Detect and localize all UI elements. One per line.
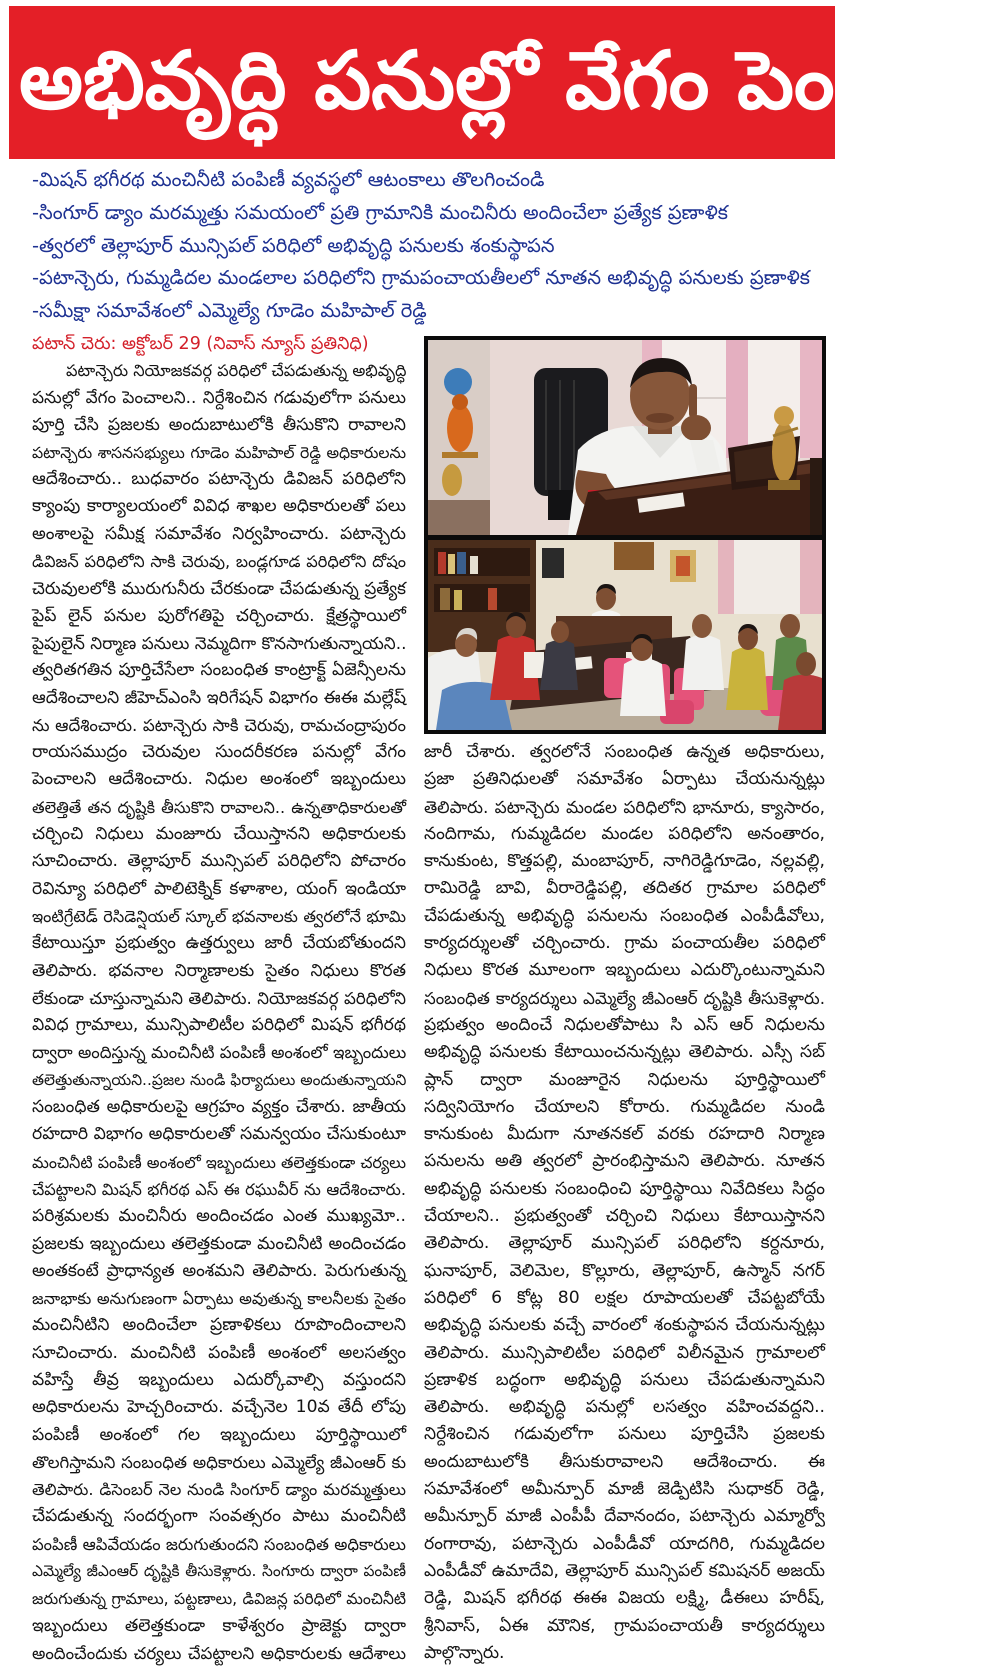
article-line: కార్యదర్శులతో చర్చించారు. గ్రామ పంచాయతీల పరిధిలో [424, 933, 825, 954]
article-line: చేపడుతున్న అభివృద్ధి పనులను సంబంధిత ఎంపీడీవోలు, [424, 905, 825, 926]
article-line: తెలిపారు. తెల్లాపూర్ మున్సిపల్ పరిధిలోని కర్దనూరు, [424, 1233, 825, 1254]
article-line: పంపిణీ అంశంలో గల ఇబ్బందులు పూర్తిస్థాయిలో [32, 1424, 406, 1445]
article-line: ఎంపీడీవో ఉమాదేవి, తెల్లాపూర్ మున్సిపల్ కమిషనర్ అజయ్ [424, 1560, 825, 1581]
article-line: సూచించారు. తెల్లాపూర్ మున్సిపల్ పరిధిలోని పోచారం [32, 851, 406, 872]
article-line: రంగారావు, పటాన్చెరు ఎంపీడీవో యాదగిరి, గుమ్మడిదల [424, 1533, 825, 1554]
article-line: కానుకుంట మీదుగా నూతనకల్ వరకు రహదారి నిర్మాణ [424, 1124, 825, 1145]
dateline: పటాన్ చెరు: అక్టోబర్ 29 (నివాస్ న్యూస్ ప్రతినిధి) [32, 334, 369, 354]
article-line: అభివృద్ధి పనులకు కేటాయించనున్నట్లు తెలిపారు. ఎస్సీ సబ్ [424, 1042, 825, 1063]
article-line: ఇబ్బందులు తలెత్తకుండా కాళేశ్వరం ప్రాజెక్టు ద్వారా [32, 1615, 406, 1636]
article-line: జారీ చేశారు. త్వరలోనే సంబంధిత ఉన్నత అధికారులు, [424, 742, 825, 762]
article-line: ప్రణాళిక బద్ధంగా అభివృద్ధి పనులు చేపడుతున్నామని [424, 1369, 825, 1390]
article-line: చెరువులలోకి మురుగునీరు చేరకుండా చేపడుతున్న ప్రత్యేక [32, 578, 406, 599]
article-line: చేయాలని.. ప్రభుత్వంతో చర్చించి నిధులు కేటాయిస్తానని [424, 1206, 825, 1227]
article-line: ద్వారా అందిస్తున్న మంచినీటి పంపిణీ అంశంలో ఇబ్బందులు [32, 1042, 407, 1063]
photo-review-meeting [428, 540, 822, 730]
article-line: జనాభాకు అనుగుణంగా ఏర్పాటు అవుతున్న కాలనీలకు సైతం [32, 1289, 406, 1309]
article-line: ను ఆదేశించారు. పటాన్చెరు సాకి చెరువు, రామచంద్రాపురం [32, 714, 406, 735]
window-curtains [718, 540, 822, 614]
highlight-item: -పటాన్చెరు, గుమ్మడిదల మండలాల పరిధిలోని గ్రామపంచాయతీలలో నూతన అభివృద్ధి పనులకు ప్రణాళిక [32, 266, 810, 290]
highlight-item: -త్వరలో తెల్లాపూర్ మున్సిపల్ పరిధిలో అభివృద్ధి పనులకు శంకుస్థాపన [32, 233, 555, 257]
article-line: చర్చించి నిధులు మంజూరు చేయిస్తానని అధికారులకు [32, 824, 406, 845]
photo-mla-at-desk [428, 340, 822, 535]
article-line: రెడ్డి, మిషన్ భగీరథ ఈఈ విజయ లక్ష్మి, డీఈలు హరీష్, [424, 1588, 825, 1609]
article-line: పటాన్చెరు శాసనసభ్యులు గూడెం మహిపాల్ రెడ్డి అధికారులను [32, 442, 406, 462]
article-line: డివిజన్ పరిధిలోని సాకి చెరువు, బండ్లగూడ పరిధిలోని దోషం [32, 552, 406, 572]
article-line: త్వరితగతిన పూర్తిచేసేలా సంబంధిత కాంట్రాక్ట్ ఏజెన్సీలను [32, 660, 406, 681]
article-line: మంచినీటిని అందించేలా ప్రణాళికలు రూపొందించాలని [32, 1315, 406, 1336]
article-line: నిధులు కొరత మూలంగా ఇబ్బందులు ఎదుర్కొంటున్నామని [424, 960, 825, 981]
article-line: మంచినీటి పంపిణీ అంశంలో ఇబ్బందులు తలెత్తకుండా చర్యలు [32, 1152, 406, 1172]
article-line: కేటాయిస్తూ ప్రభుత్వం ఉత్తర్వులు జారీ చేయబోతుందని [32, 933, 406, 954]
article-line: పనులను అతి త్వరలో ప్రారంభిస్తామని తెలిపారు. నూతన [424, 1151, 825, 1172]
photo-mla-at-desk-image [428, 340, 822, 535]
article-line: ఘనాపూర్, వెలిమెల, కొల్లూరు, తెల్లాపూర్, ఉస్మాన్ నగర్ [424, 1260, 825, 1281]
article-line: పనుల్లో వేగం పెంచాలని.. నిర్దేశించిన గడువులోగా పనులు [32, 387, 406, 408]
article-line: అంశాలపై సమీక్ష సమావేశం నిర్వహించారు. పటాన్చెరు [32, 523, 406, 544]
article-line: నిర్దేశించిన గడువులోగా పనులు పూర్తిచేసి ప్రజలకు [424, 1424, 825, 1445]
article-line: రాయసముద్రం చెరువుల సుందరీకరణ పనుల్లో వేగం [32, 742, 406, 763]
article-line: శ్రీనివాస్, ఏఈ మౌనిక, గ్రామపంచాయతీ కార్యదర్శులు [424, 1615, 825, 1636]
article-line: పంపిణీ ఆపివేయడం జరుగుతుందని సంబంధిత అధికారులు [32, 1534, 406, 1554]
shrine-decor [428, 340, 490, 535]
article-line: క్యాంపు కార్యాలయంలో వివిధ శాఖల అధికారులతో పలు [32, 496, 406, 517]
article-line: అభివృద్ధి పనులకు వచ్చే వారంలో శంకుస్థాపన చేయనున్నట్లు [424, 1315, 825, 1336]
photo-review-meeting-image [428, 540, 822, 730]
article-line: సంబంధిత కార్యదర్శులు ఎమ్మెల్యే జీఎంఆర్ దృష్టికి తీసుకెళ్లారు. [424, 987, 825, 1008]
article-line: పటాన్చెరు నియోజకవర్గ పరిధిలో చేపడుతున్న అభివృద్ధి [66, 361, 407, 380]
article-line: అభివృద్ధి పనులకు సంబంధించి పూర్తిస్థాయి నివేదికలు సిద్ధం [424, 1178, 825, 1199]
article-line: అమీన్పూర్ మాజీ ఎంపీపీ దేవానందం, పటాన్చెరు ఎమ్మార్వో [424, 1506, 825, 1527]
highlight-item: -సింగూర్ డ్యాం మరమ్మత్తు సమయంలో ప్రతి గ్రామానికి మంచినీరు అందించేలా ప్రత్యేక ప్రణాళిక [32, 200, 728, 224]
article-line: రహదారి విభాగం అధికారులతో సమన్వయం చేసుకుంటూ [32, 1124, 406, 1145]
article-line: చేపడుతున్న సందర్భంగా సంవత్సరం పాటు మంచినీటి [32, 1506, 406, 1527]
article-line: జరుగుతున్న గ్రామాలు, పట్టణాలు, డివిజన్ల పరిధిలో మంచినీటి [32, 1589, 406, 1609]
article-line: సమావేశంలో అమీన్పూర్ మాజీ జెడ్పిటిసి సుధాకర్ రెడ్డి, [424, 1479, 825, 1500]
article-line: వివిధ గ్రామాలు, మున్సిపాలిటీల పరిధిలో మిషన్ భగీరథ [32, 1015, 406, 1036]
article-line: తెలిపారు. డిసెంబర్ నెల నుండి సింగూర్ డ్యాం మరమ్మత్తులు [32, 1480, 406, 1500]
article-line: పరిధిలో 6 కోట్ల 80 లక్షల రూపాయలతో చేపట్టబోయే [424, 1287, 825, 1308]
article-line: వహిస్తే తీవ్ర ఇబ్బందులు ఎదుర్కోవాల్సి వస్తుందని [32, 1369, 406, 1390]
article-line: సూచించారు. మంచినీటి పంపిణీ అంశంలో అలసత్వం [32, 1342, 406, 1363]
highlight-item: -మిషన్ భగీరథ మంచినీటి పంపిణీ వ్యవస్థలో ఆటంకాలు తొలగించండి [32, 168, 545, 191]
highlights-list [32, 164, 832, 330]
article-line: అందుబాటులోకి తీసుకురావాలని ఆదేశించారు. ఈ [424, 1451, 825, 1472]
headline-banner [9, 6, 995, 159]
article-line: ఇంటిగ్రేటెడ్ రెసిడెన్షియల్ స్కూల్ భవనాలకు త్వరలోనే భూమి [32, 906, 406, 926]
article-line: నందిగామ, గుమ్మడిదల మండల పరిధిలోని అనంతారం, [424, 823, 825, 844]
article-line: తలెత్తుతున్నాయని..ప్రజల నుండి ఫిర్యాదులు అందుతున్నాయని [32, 1070, 407, 1089]
article-line: పాల్గొన్నారు. [424, 1642, 505, 1663]
article-line: పరిశ్రమలకు మంచినీరు అందించడం ఎంత ముఖ్యమో.. [32, 1206, 406, 1227]
article-line: ప్లాన్ ద్వారా మంజూరైన నిధులను పూర్తిస్థాయిలో [424, 1069, 825, 1090]
article-line: అందించేందుకు చర్యలు చేపట్టాలని అధికారులకు ఆదేశాలు [32, 1642, 406, 1663]
article-line: రెవిన్యూ పరిధిలో పాలిటెక్నిక్ కళాశాల, యంగ్ ఇండియా [32, 878, 406, 899]
article-line: రామిరెడ్డి బావి, వీరారెడ్డిపల్లి, తదితర గ్రామాల పరిధిలో [424, 878, 825, 899]
article-line: ఎమ్మెల్యే జీఎంఆర్ దృష్టికి తీసుకెళ్లారు. సింగూరు ద్వారా పంపిణీ [32, 1562, 406, 1581]
article-left-column [32, 357, 406, 1669]
article-line: పూర్తి చేసి ప్రజలకు అందుబాటులోకి తీసుకొని రావాలని [32, 414, 406, 435]
article-line: తెలిపారు. మున్సిపాలిటీల పరిధిలో విలీనమైన గ్రామాలలో [424, 1342, 825, 1363]
article-line: తెలిపారు. అభివృద్ధి పనుల్లో లసత్వం వహించవద్దని.. [424, 1397, 825, 1418]
article-line: ఆదేశించాలని జీహెచ్ఎంసి ఇరిగేషన్ విభాగం ఈఈ మల్లేష్ [32, 687, 406, 708]
article-line: కానుకుంట, కొత్తపల్లి, మంబాపూర్, నాగిరెడ్డిగూడెం, నల్లవల్లి, [424, 851, 825, 872]
article-line: ప్రజా ప్రతినిధులతో సమావేశం ఏర్పాటు చేయనున్నట్లు [424, 769, 825, 790]
article-line: పెంచాలని ఆదేశించారు. నిధుల అంశంలో ఇబ్బందులు [32, 769, 406, 790]
article-right-column [424, 739, 825, 1669]
article-line: చేపట్టాలని మిషన్ భగీరథ ఎస్ ఈ రఘువీర్ ను ఆదేశించారు. [32, 1179, 406, 1199]
highlight-item: -సమీక్షా సమావేశంలో ఎమ్మెల్యే గూడెం మహిపాల్ రెడ్డి [32, 299, 427, 323]
article-line: పైప్ లైన్ పనుల పురోగతిపై చర్చించారు. క్షేత్రస్థాయిలో [32, 605, 406, 626]
article-line: తెలిపారు. పటాన్చెరు మండల పరిధిలోని భానూరు, క్యాసారం, [424, 796, 825, 817]
photo-frame [424, 336, 826, 734]
article-line: సంబంధిత అధికారులపై ఆగ్రహం వ్యక్తం చేశారు. జాతీయ [32, 1097, 406, 1118]
headline: అభివృద్ధి పనుల్లో వేగం పెంచండి [19, 34, 995, 127]
article-line: ప్రభుత్వం అందించే నిధులతోపాటు సి ఎస్ ఆర్ నిధులను [424, 1014, 825, 1035]
article-line: సద్వినియోగం చేయాలని కోరారు. గుమ్మడిదల నుండి [424, 1096, 825, 1117]
article-line: తలెత్తితే తన దృష్టికి తీసుకొని రావాలని.. ఉన్నతాధికారులతో [32, 797, 406, 817]
article-line: లేకుండా చూస్తున్నామని తెలిపారు. నియోజకవర్గ పరిధిలోని [32, 987, 406, 1008]
desk-edge [810, 458, 822, 535]
article-line: పైపులైన్ నిర్మాణ పనులు నెమ్మదిగా కొనసాగుతున్నాయని.. [32, 632, 407, 653]
article-line: తెలిపారు. భవనాల నిర్మాణాలకు సైతం నిధులు కొరత [32, 960, 406, 981]
article-line: ప్రజలకు ఇబ్బందులు తలెత్తకుండా మంచినీటి అందించడం [32, 1233, 406, 1254]
article-line: తొలగిస్తామని సంబంధిత అధికారులు ఎమ్మెల్యే జీఎంఆర్ కు [32, 1451, 406, 1472]
article-line: ఆదేశించారు.. బుధవారం పటాన్చెరు డివిజన్ పరిధిలోని [32, 469, 406, 490]
article-line: అంతకంటే ప్రాధాన్యత అంశమని తెలిపారు. పెరుగుతున్న [32, 1260, 406, 1281]
article-line: అధికారులను హెచ్చరించారు. వచ్చేనెల 10వ తేదీ లోపు [32, 1397, 406, 1418]
